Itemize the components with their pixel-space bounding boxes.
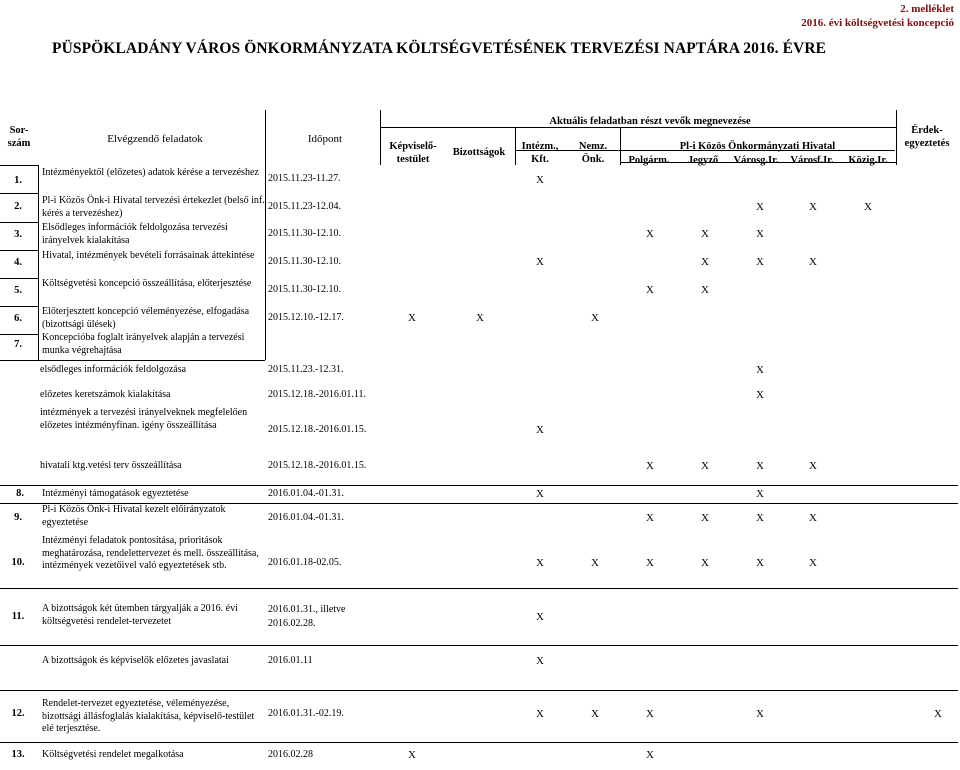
section-rule: [0, 588, 958, 589]
annex-subtitle: 2016. évi költségvetési koncepció: [801, 17, 954, 29]
participant-mark: X: [536, 557, 544, 569]
header-sorszam: Sor- szám: [7, 125, 31, 149]
participant-mark: X: [646, 708, 654, 720]
header-committees: Bizottságok: [452, 147, 506, 158]
header-date: Időpont: [307, 133, 343, 145]
row-date: 2015.11.23.-12.31.: [268, 364, 344, 375]
annex-label: [801, 2, 954, 30]
row-task: intézmények a tervezési irányelveknek megfelelően előzetes intézményfinan. igény összeállítása: [40, 407, 248, 431]
row-task: Költségvetési rendelet megalkotása: [42, 749, 184, 760]
participant-mark: X: [476, 312, 484, 324]
row-number: 4.: [14, 257, 22, 268]
participant-mark: X: [756, 708, 764, 720]
participant-mark: X: [646, 512, 654, 524]
row-date: 2016.02.28: [268, 749, 313, 760]
row-task: elsődleges információk feldolgozása: [40, 364, 187, 375]
row-task: hivatali ktg.vetési terv összeállítása: [40, 460, 182, 471]
participant-mark: X: [809, 557, 817, 569]
participant-mark: X: [701, 256, 709, 268]
row-date: 2015.12.18.-2016.01.11.: [268, 389, 366, 400]
header-dept-varosg: Városg.Ir.: [733, 155, 779, 166]
participant-mark: X: [591, 708, 599, 720]
participant-mark: X: [756, 256, 764, 268]
row-date: 2015.11.30-12.10.: [268, 256, 341, 267]
header-divider: [896, 110, 897, 165]
row-rule: [0, 360, 265, 361]
participant-mark: X: [756, 488, 764, 500]
participant-mark: X: [756, 201, 764, 213]
row-task: Előterjesztett koncepció véleményezése, elfogadása (bizottsági ülések): [42, 306, 250, 330]
section-rule: [0, 645, 958, 646]
participant-mark: X: [701, 512, 709, 524]
row-rule: [0, 165, 38, 166]
row-number: 5.: [14, 285, 22, 296]
header-nationality: Nemz. Önk.: [578, 141, 608, 165]
participant-mark: X: [536, 424, 544, 436]
participant-mark: X: [701, 557, 709, 569]
row-number: 6.: [14, 313, 22, 324]
participant-mark: X: [536, 488, 544, 500]
participant-mark: X: [646, 749, 654, 761]
row-date: 2015.11.23-11.27.: [268, 173, 341, 184]
row-number: 13.: [11, 749, 25, 760]
column-divider: [38, 165, 39, 360]
row-number: 9.: [14, 512, 22, 523]
participant-mark: X: [701, 228, 709, 240]
row-number: 8.: [16, 488, 24, 499]
header-dept-varosf: Városf.Ir.: [790, 155, 834, 166]
header-divider: [380, 110, 381, 165]
row-rule: [0, 250, 38, 251]
participant-mark: X: [756, 364, 764, 376]
row-task: Koncepcióba foglalt irányelvek alapján a tervezési munka végrehajtása: [42, 332, 245, 356]
row-date: 2016.01.31., illetve 2016.02.28.: [268, 604, 346, 629]
row-task: A bizottságok és képviselők előzetes javaslatai: [42, 655, 229, 666]
header-office: Pl-i Közös Önkormányzati Hivatal: [679, 141, 836, 152]
header-notary: Jegyző: [687, 155, 719, 166]
participant-mark: X: [756, 512, 764, 524]
participant-mark: X: [756, 228, 764, 240]
header-rule: [380, 127, 897, 128]
row-date: 2015.12.18.-2016.01.15.: [268, 460, 367, 471]
header-rule: [515, 150, 895, 151]
row-date: 2015.11.30-12.10.: [268, 228, 341, 239]
row-task: Intézményektől (előzetes) adatok kérése a tervezéshez: [42, 167, 259, 178]
row-task: előzetes keretszámok kialakítása: [40, 389, 171, 400]
row-task: Elsődleges információk feldolgozása tervezési irányelvek kialakítása: [42, 222, 228, 246]
participant-mark: X: [756, 460, 764, 472]
header-tasks: Elvégzendő feladatok: [107, 133, 203, 145]
section-rule: [0, 485, 958, 486]
header-dept-kozig: Közig.Ir.: [848, 155, 888, 166]
row-number: 11.: [11, 611, 25, 622]
row-task: Hivatal, intézmények bevételi forrásainak áttekintése: [42, 250, 255, 261]
row-task: Rendelet-tervezet egyeztetése, véleményezése, bizottsági állásfoglalás kialakítása, képviselő-testület elé terjesztése.: [42, 698, 255, 734]
header-rule: [620, 162, 896, 163]
row-rule: [0, 334, 38, 335]
participant-mark: X: [809, 256, 817, 268]
row-rule: [0, 193, 38, 194]
page-title: PÜSPÖKLADÁNY VÁROS ÖNKORMÁNYZATA KÖLTSÉGVETÉSÉNEK TERVEZÉSI NAPTÁRA 2016. ÉVRE: [52, 40, 827, 57]
row-date: 2015.11.23-12.04.: [268, 201, 341, 212]
header-institutions: Intézm., Kft.: [521, 141, 559, 165]
row-task: Pl-i Közös Önk-i Hivatal kezelt előirányzatok egyeztetése: [42, 504, 226, 528]
row-task: Pl-i Közös Önk-i Hivatal tervezési értekezlet (belső inf. kérés a tervezéshez): [42, 195, 265, 219]
row-date: 2015.11.30-12.10.: [268, 284, 341, 295]
participant-mark: X: [536, 174, 544, 186]
row-task: Intézményi feladatok pontosítása, prioritások meghatározása, rendelettervezet és mell. összeállítása, intézmények vezetőivel való egyeztetések stb.: [42, 535, 259, 571]
row-rule: [0, 278, 38, 279]
row-number: 10.: [11, 557, 25, 568]
header-council: Képviselő- testület: [389, 141, 437, 165]
row-date: 2015.12.10.-12.17.: [268, 312, 344, 323]
row-number: 1.: [14, 175, 22, 186]
participant-mark: X: [408, 749, 416, 761]
row-rule: [0, 222, 38, 223]
row-task: Intézményi támogatások egyeztetése: [42, 488, 189, 499]
participant-mark: X: [809, 201, 817, 213]
header-divider: [515, 127, 516, 165]
row-number: 7.: [14, 339, 22, 350]
row-date: 2016.01.04.-01.31.: [268, 512, 344, 523]
participant-mark: X: [408, 312, 416, 324]
row-date: 2015.12.18.-2016.01.15.: [268, 424, 367, 435]
participant-mark: X: [864, 201, 872, 213]
header-divider: [620, 127, 621, 165]
participant-mark: X: [591, 557, 599, 569]
header-participants: Aktuális feladatban részt vevők megnevezése: [549, 116, 751, 127]
participant-mark: X: [809, 460, 817, 472]
row-date: 2016.01.31.-02.19.: [268, 708, 344, 719]
participant-mark: X: [646, 557, 654, 569]
participant-mark: X: [646, 460, 654, 472]
section-rule: [0, 690, 958, 691]
participant-mark: X: [646, 284, 654, 296]
participant-mark: X: [536, 708, 544, 720]
annex-number: 2. melléklet: [900, 3, 954, 15]
row-task: A bizottságok két ütemben tárgyalják a 2016. évi költségvetési rendelet-tervezetet: [42, 603, 238, 627]
participant-mark: X: [934, 708, 942, 720]
participant-mark: X: [809, 512, 817, 524]
participant-mark: X: [756, 557, 764, 569]
participant-mark: X: [536, 655, 544, 667]
header-mayor: Polgárm.: [628, 155, 670, 166]
section-rule: [0, 742, 958, 743]
row-rule: [0, 306, 38, 307]
participant-mark: X: [536, 256, 544, 268]
participant-mark: X: [536, 611, 544, 623]
participant-mark: X: [701, 284, 709, 296]
participant-mark: X: [646, 228, 654, 240]
row-date: 2016.01.18-02.05.: [268, 557, 342, 568]
participant-mark: X: [591, 312, 599, 324]
participant-mark: X: [756, 389, 764, 401]
row-number: 12.: [11, 708, 25, 719]
row-task: Költségvetési koncepció összeállítása, előterjesztése: [42, 278, 252, 289]
row-date: 2016.01.11: [268, 655, 313, 666]
header-consultation: Érdek- egyeztetés: [904, 125, 950, 149]
row-number: 3.: [14, 229, 22, 240]
row-date: 2016.01.04.-01.31.: [268, 488, 344, 499]
participant-mark: X: [701, 460, 709, 472]
row-number: 2.: [14, 201, 22, 212]
